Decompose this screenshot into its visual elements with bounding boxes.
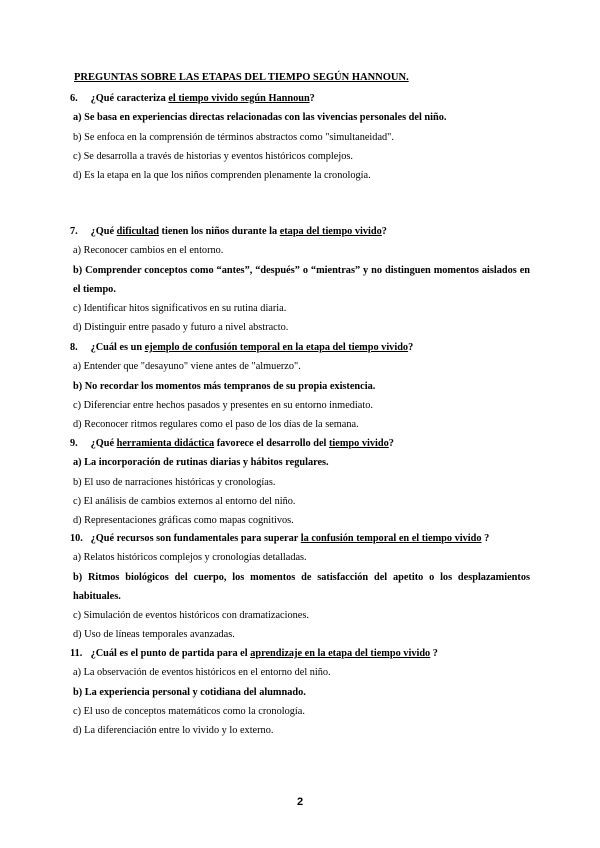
option-b: b) Se enfoca en la comprensión de términos abstractos como "simultaneidad".: [73, 131, 394, 143]
option-a: a) Entender que "desayuno" viene antes de "almuerzo".: [73, 361, 301, 373]
question-number: 7.: [70, 226, 78, 237]
question-9-text: 9. ¿Qué herramienta didáctica favorece el desarrollo del tiempo vivido?: [70, 434, 530, 453]
question-6: [70, 89, 530, 185]
option-c: c) Diferenciar entre hechos pasados y presentes en su entorno inmediato.: [73, 399, 373, 411]
option-d: d) Distinguir entre pasado y futuro a nivel abstracto.: [73, 322, 289, 334]
question-11-text: 11. ¿Cuál es el punto de partida para el aprendizaje en la etapa del tiempo vivido ?: [70, 644, 530, 663]
option-b-correct: b) No recordar los momentos más tempranos de su propia existencia.: [73, 380, 376, 392]
option-b-correct: b) Comprender conceptos como “antes”, “después” o “mientras” y no distinguen momentos aislados en el tiempo.: [73, 264, 530, 295]
option-c: c) El análisis de cambios externos al entorno del niño.: [73, 495, 296, 507]
option-d: d) Reconocer ritmos regulares como el paso de los días de la semana.: [73, 419, 359, 431]
option-d: d) Es la etapa en la que los niños comprenden plenamente la cronología.: [73, 170, 371, 182]
question-number: 11.: [70, 648, 83, 659]
question-10: [70, 529, 530, 645]
option-d: d) Representaciones gráficas como mapas cognitivos.: [73, 515, 294, 527]
option-a-correct: a) Se basa en experiencias directas relacionadas con las vivencias personales del niño.: [73, 112, 447, 124]
question-number: 8.: [70, 342, 78, 353]
question-number: 9.: [70, 438, 78, 449]
option-b-correct: b) Ritmos biológicos del cuerpo, los momentos de satisfacción del apetito o los desplazamientos habituales.: [73, 571, 530, 602]
question-7: [70, 222, 530, 338]
question-7-text: 7. ¿Qué dificultad tienen los niños durante la etapa del tiempo vivido?: [70, 222, 530, 241]
option-a: a) La observación de eventos históricos en el entorno del niño.: [73, 667, 331, 679]
question-8: [70, 338, 530, 434]
option-a: a) Relatos históricos complejos y cronologías detalladas.: [73, 552, 307, 564]
option-d: d) Uso de líneas temporales avanzadas.: [73, 629, 235, 641]
option-b-correct: b) La experiencia personal y cotidiana del alumnado.: [73, 686, 306, 698]
page-number: 2: [296, 796, 304, 808]
option-a-correct: a) La incorporación de rutinas diarias y hábitos regulares.: [73, 457, 329, 469]
question-number: 6.: [70, 93, 78, 104]
page-title: PREGUNTAS SOBRE LAS ETAPAS DEL TIEMPO SEGÚN HANNOUN.: [74, 72, 409, 83]
option-c: c) Se desarrolla a través de historias y eventos históricos complejos.: [73, 150, 353, 162]
question-6-text: 6. ¿Qué caracteriza el tiempo vivido según Hannoun?: [70, 89, 530, 108]
option-c: c) Simulación de eventos históricos con dramatizaciones.: [73, 610, 309, 622]
option-b: b) El uso de narraciones históricas y cronologías.: [73, 476, 276, 488]
question-number: 10.: [70, 533, 83, 544]
question-11: [70, 644, 530, 740]
option-d: d) La diferenciación entre lo vivido y lo externo.: [73, 725, 274, 737]
question-10-text: 10. ¿Qué recursos son fundamentales para superar la confusión temporal en el tiempo vivido ?: [70, 529, 530, 548]
option-c: c) Identificar hitos significativos en su rutina diaria.: [73, 303, 287, 315]
question-9: [70, 434, 530, 530]
option-a: a) Reconocer cambios en el entorno.: [73, 245, 224, 257]
option-c: c) El uso de conceptos matemáticos como la cronología.: [73, 705, 305, 717]
question-8-text: 8. ¿Cuál es un ejemplo de confusión temporal en la etapa del tiempo vivido?: [70, 338, 530, 357]
